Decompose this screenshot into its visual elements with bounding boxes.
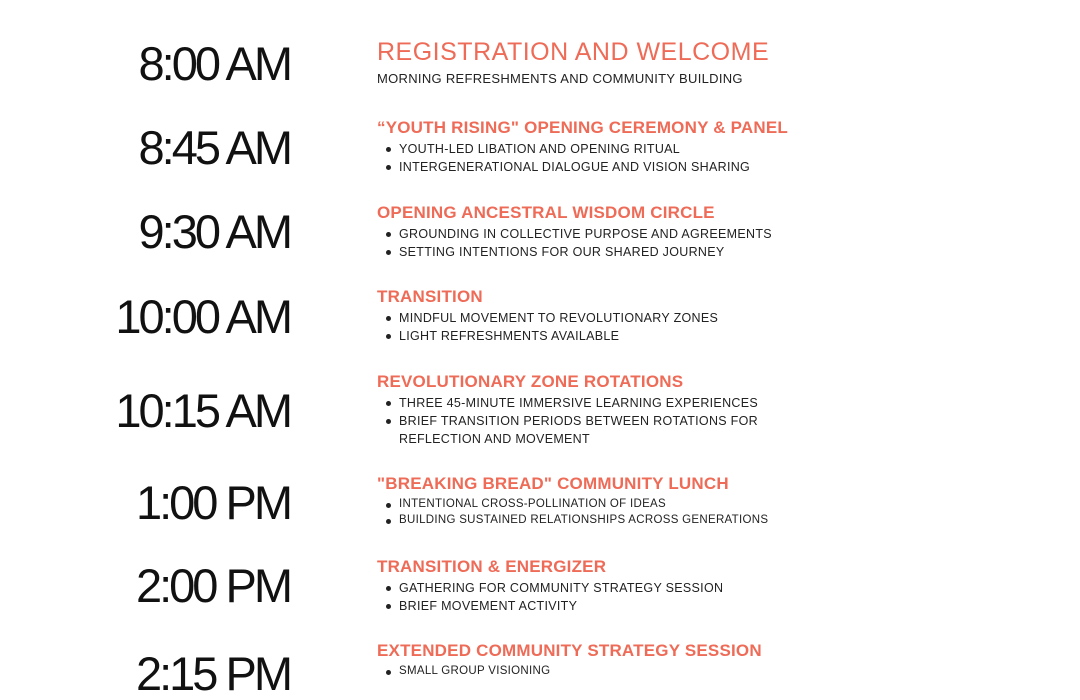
entry-title: EXTENDED COMMUNITY STRATEGY SESSION <box>377 641 762 660</box>
entry-title: "BREAKING BREAD" COMMUNITY LUNCH <box>377 474 729 493</box>
time-label: 10:00 AM <box>115 290 290 343</box>
entry-list <box>377 394 1017 448</box>
schedule-entry <box>377 474 1017 528</box>
entry-title: REGISTRATION AND WELCOME <box>377 38 770 66</box>
time-label: 10:15 AM <box>115 384 290 437</box>
time-label: 1:00 PM <box>135 476 290 529</box>
entry-title: REVOLUTIONARY ZONE ROTATIONS <box>377 372 684 391</box>
list-item: GATHERING FOR COMMUNITY STRATEGY SESSION <box>377 579 1017 597</box>
entry-list <box>377 663 1017 679</box>
entry-title: TRANSITION & ENERGIZER <box>377 557 607 576</box>
entry-list <box>377 309 1017 345</box>
list-item: MINDFUL MOVEMENT TO REVOLUTIONARY ZONES <box>377 309 1017 327</box>
list-item: SETTING INTENTIONS FOR OUR SHARED JOURNEY <box>377 243 1017 261</box>
entry-title: “YOUTH RISING" OPENING CEREMONY & PANEL <box>377 118 788 137</box>
time-label: 2:00 PM <box>135 559 290 612</box>
schedule-entry <box>377 557 1017 615</box>
time-label: 8:45 AM <box>138 121 290 174</box>
list-item: BUILDING SUSTAINED RELATIONSHIPS ACROSS GENERATIONS <box>377 512 1017 528</box>
schedule-entry <box>377 641 1017 679</box>
list-item: INTENTIONAL CROSS-POLLINATION OF IDEAS <box>377 496 1017 512</box>
schedule-entry <box>377 203 1017 261</box>
time-label: 9:30 AM <box>138 205 290 258</box>
entry-list <box>377 225 1017 261</box>
entry-title: TRANSITION <box>377 287 483 306</box>
entry-list <box>377 496 1017 528</box>
schedule-entry <box>377 37 1017 88</box>
entry-title: OPENING ANCESTRAL WISDOM CIRCLE <box>377 203 715 222</box>
list-item: GROUNDING IN COLLECTIVE PURPOSE AND AGREEMENTS <box>377 225 1017 243</box>
schedule-entry <box>377 372 1017 448</box>
list-item: BRIEF TRANSITION PERIODS BETWEEN ROTATIONS FOR <box>377 412 1017 430</box>
time-label: 8:00 AM <box>138 37 290 90</box>
list-item: LIGHT REFRESHMENTS AVAILABLE <box>377 327 1017 345</box>
list-item: SMALL GROUP VISIONING <box>377 663 1017 679</box>
list-item-continuation: REFLECTION AND MOVEMENT <box>399 432 590 446</box>
list-item: YOUTH-LED LIBATION AND OPENING RITUAL <box>377 140 1017 158</box>
schedule-entry <box>377 118 1017 176</box>
list-item: INTERGENERATIONAL DIALOGUE AND VISION SHARING <box>377 158 1017 176</box>
time-label: 2:15 PM <box>135 647 290 700</box>
schedule-entry <box>377 287 1017 345</box>
entry-list <box>377 579 1017 615</box>
list-item: BRIEF MOVEMENT ACTIVITY <box>377 597 1017 615</box>
entry-subtitle: MORNING REFRESHMENTS AND COMMUNITY BUILDING <box>377 71 743 86</box>
entry-list <box>377 140 1017 176</box>
list-item: THREE 45-MINUTE IMMERSIVE LEARNING EXPERIENCES <box>377 394 1017 412</box>
